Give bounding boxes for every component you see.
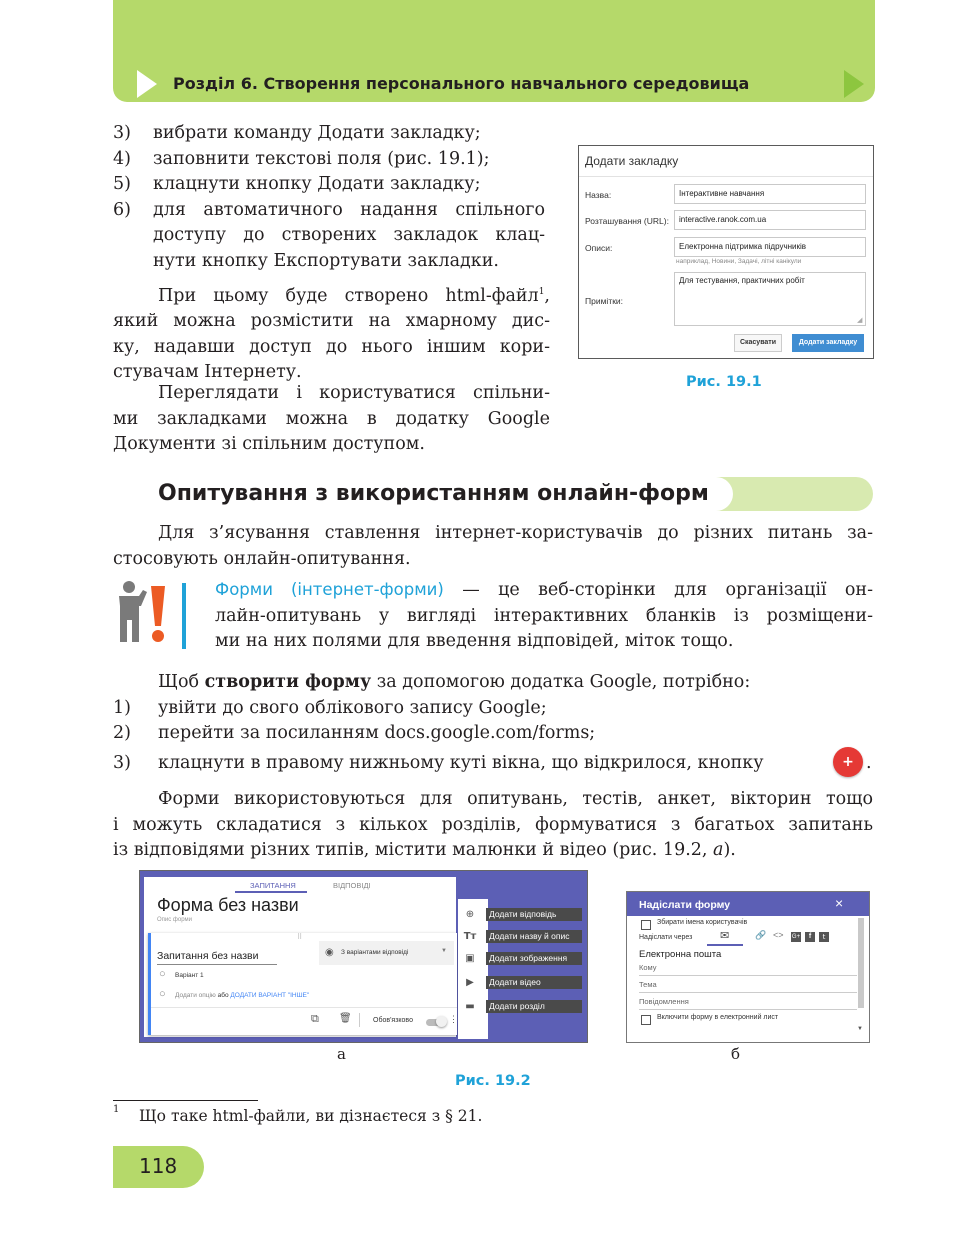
figure-caption-19-1: Рис. 19.1 [686,374,762,390]
facebook-icon[interactable]: f [805,932,815,942]
link-icon[interactable]: 🔗 [755,930,767,940]
figure-label-b: б [731,1045,741,1063]
list-item [113,172,553,198]
video-icon[interactable]: ▶ [466,977,474,988]
list-item [113,198,553,275]
list-item [113,751,873,777]
list-text: доступу до створених закладок клац- [153,225,545,245]
description-field[interactable]: Електронна підтримка підручників [674,237,866,257]
toggle-knob[interactable] [436,1016,447,1027]
list-text: клацнути кнопку Додати закладку; [153,174,481,194]
divider [359,1013,360,1027]
para-line: із відповідями різних типів, містити малюнки й відео (рис. 19.2, [113,840,714,860]
collect-names-checkbox[interactable] [641,920,651,930]
title-text-icon[interactable]: Tт [463,931,477,942]
chevron-down-icon: ▼ [441,948,447,954]
list-text: заповнити текстові поля (рис. 19.1); [153,148,490,169]
google-plus-icon[interactable]: G+ [791,934,801,940]
figure-caption-19-2: Рис. 19.2 [455,1073,531,1089]
definition-text [215,577,873,655]
list-item [113,147,553,173]
header-arrow-icon [137,70,157,98]
send-form-dialog [626,891,870,1043]
form-description[interactable]: Опис форми [157,917,193,923]
header-right-arrow-icon [844,70,864,98]
to-field[interactable]: Кому [639,963,657,972]
chapter-title: Розділ 6. Створення персонального навчального середовища [173,74,750,93]
definition-line: — це веб-сторінки для організації он- [443,580,873,600]
html-file-paragraph: При цьому буде створено html-файл$^1$, який можна розмістити на хмарному дис- ку, надавши доступ до нього іншим кори- стувачам Інтернету. [113,280,550,386]
question-title[interactable]: Запитання без назви [157,950,259,962]
para-line: ). [723,840,736,860]
lead-text: за допомогою додатка Google, потрібно: [371,672,751,692]
definition-line: лайн-опитувань у вигляді інтерактивних бланків із розміщени- [215,605,873,626]
list-text: нути кнопку Експортувати закладки. [153,250,499,271]
add-question-button[interactable]: Додати відповідь [486,908,582,921]
email-icon[interactable]: ✉ [720,930,730,942]
question-card [148,933,457,1035]
definition-bar [182,583,186,649]
section-title: Опитування з використанням онлайн-форм [158,481,709,506]
divider [639,1009,857,1010]
para-line: який можна розмістити на хмарному дис- [113,311,550,332]
cancel-button[interactable]: Скасувати [734,334,782,352]
embed-icon[interactable]: <> [773,930,784,940]
para-line: Переглядати і користуватися спільни- [158,383,550,403]
list-number: 4) [113,148,131,169]
copy-icon[interactable]: ⧉ [311,1013,319,1025]
description-label: Описи: [585,243,613,253]
url-label: Розташування (URL): [585,216,669,226]
required-label: Обов'язково [373,1017,413,1024]
attention-icon [115,580,173,644]
include-form-checkbox[interactable] [641,1015,651,1025]
option-1[interactable]: Варіант 1 [175,972,204,979]
steps-top-list [113,121,553,274]
para-line: ку, надавши доступ до нього іншим кори- [113,336,550,357]
list-number: 1) [113,697,131,718]
name-field[interactable]: Інтерактивне навчання [674,184,866,204]
para-line: стувачам Інтернету. [113,362,302,383]
notes-label: Примітки: [585,296,624,306]
resize-handle-icon[interactable]: ◢ [857,316,863,324]
description-hint: наприклад, Новини, Задачі, літні канікули [676,258,802,265]
radio-selected-icon: ◉ [325,947,334,958]
list-number: 5) [113,174,131,194]
definition-term: Форми (інтернет-форми) [215,580,444,599]
add-title-button[interactable]: Додати назву й опис [486,930,582,943]
definition-line: ми на них полями для введення відповідей, міток тощо. [215,631,734,651]
add-option-link[interactable]: Додати опцію [175,992,216,999]
footnote-mark: 1 [538,287,545,297]
delete-icon[interactable]: 🗑 [339,1013,352,1024]
list-number: 6) [113,199,131,220]
para-line: Документи зі спільним доступом. [113,434,425,454]
divider [639,975,857,976]
form-title[interactable]: Форма без назви [157,895,299,915]
name-label: Назва: [585,190,612,200]
send-via-label: Надіслати через [639,934,693,941]
notes-field[interactable]: Для тестування, практичних робіт [674,272,866,326]
divider [579,176,873,177]
para-line: ми закладками можна в додатку Google [113,408,550,429]
list-item [113,721,873,747]
radio-icon: ○ [159,988,166,1000]
email-section-title: Електронна пошта [639,949,722,960]
para-line: і можуть складатися з кількох розділів, формуватися з багатьох запитань [113,814,873,835]
list-text: вибрати команду Додати закладку; [153,123,481,143]
add-section-button[interactable]: Додати розділ [486,1000,582,1013]
add-bookmark-button[interactable]: Додати закладку [792,334,864,352]
list-text: увійти до свого облікового запису Google; [158,697,547,718]
section-icon[interactable]: ▬ [465,1001,475,1012]
radio-icon: ○ [159,968,166,980]
divider [151,1007,457,1008]
email-tab-indicator [707,944,743,946]
dialog-title: Додати закладку [585,154,679,168]
close-icon[interactable]: × [835,895,844,911]
tab-indicator [235,891,307,893]
list-item [113,696,873,722]
forms-usage-paragraph [113,787,873,864]
list-number: 3) [113,123,131,143]
add-option-or: або [217,992,229,999]
plus-button-icon[interactable]: + [833,747,863,777]
scroll-down-icon[interactable]: ▼ [857,1026,863,1032]
create-form-section [113,670,873,776]
italic-letter: а [713,840,724,860]
list-item [113,121,553,147]
period: . [866,753,872,773]
lead-bold: створити форму [204,672,372,692]
twitter-icon[interactable]: t [819,932,829,942]
footnote-text: Що таке html-файли, ви дізнаєтеся з § 21. [139,1107,483,1125]
question-type-label: З варіантами відповіді [341,949,409,956]
collect-names-label: Збирати імена користувачів [657,919,748,926]
add-other-link[interactable]: ДОДАТИ ВАРІАНТ "ІНШЕ" [230,992,310,999]
more-icon[interactable]: ⋮ [449,1014,458,1024]
scrollbar[interactable] [858,918,864,1008]
drag-handle-icon[interactable]: ⠿ [297,934,303,941]
message-field[interactable]: Повідомлення [639,997,689,1006]
divider [639,992,857,993]
intro-paragraph [113,521,873,572]
add-video-button[interactable]: Додати відео [486,976,582,989]
list-text: для автоматичного надання спільного [153,199,545,220]
subject-field[interactable]: Тема [639,980,657,989]
list-text: клацнути в правому нижньому куті вікна, що відкрилося, кнопку [158,752,764,773]
google-docs-paragraph [113,381,550,458]
image-icon[interactable]: ▣ [465,953,475,964]
para-line: Форми використовуються для опитувань, тестів, анкет, вікторин тощо [158,789,873,809]
google-form-editor [139,870,588,1043]
tab-answers[interactable]: ВІДПОВІДІ [333,881,371,890]
add-question-icon[interactable]: ⊕ [465,909,475,920]
list-number: 2) [113,723,131,743]
create-form-lead [113,670,873,696]
page-number: 118 [139,1154,178,1178]
add-image-button[interactable]: Додати зображення [486,952,582,965]
para-line: При цьому буде створено html-файл [158,285,539,306]
divider [157,964,277,965]
add-option-line [175,992,309,999]
list-number: 3) [113,752,131,773]
footnote-rule [113,1100,258,1101]
para-line: стосовують онлайн-опитування. [113,548,411,569]
include-form-label: Включити форму в електронний лист [657,1014,779,1021]
list-text: перейти за посиланням docs.google.com/forms; [158,723,596,743]
add-bookmark-dialog [578,145,874,359]
para-line: Для з’ясування ставлення інтернет-користувачів до різних питань за- [158,523,873,543]
figure-label-a: а [337,1045,346,1063]
footnote-mark: 1 [113,1104,120,1115]
dialog-title: Надіслати форму [639,899,731,911]
lead-text: Щоб [158,672,205,692]
url-field[interactable]: interactive.ranok.com.ua [674,210,866,230]
tab-questions[interactable]: ЗАПИТАННЯ [250,881,296,890]
